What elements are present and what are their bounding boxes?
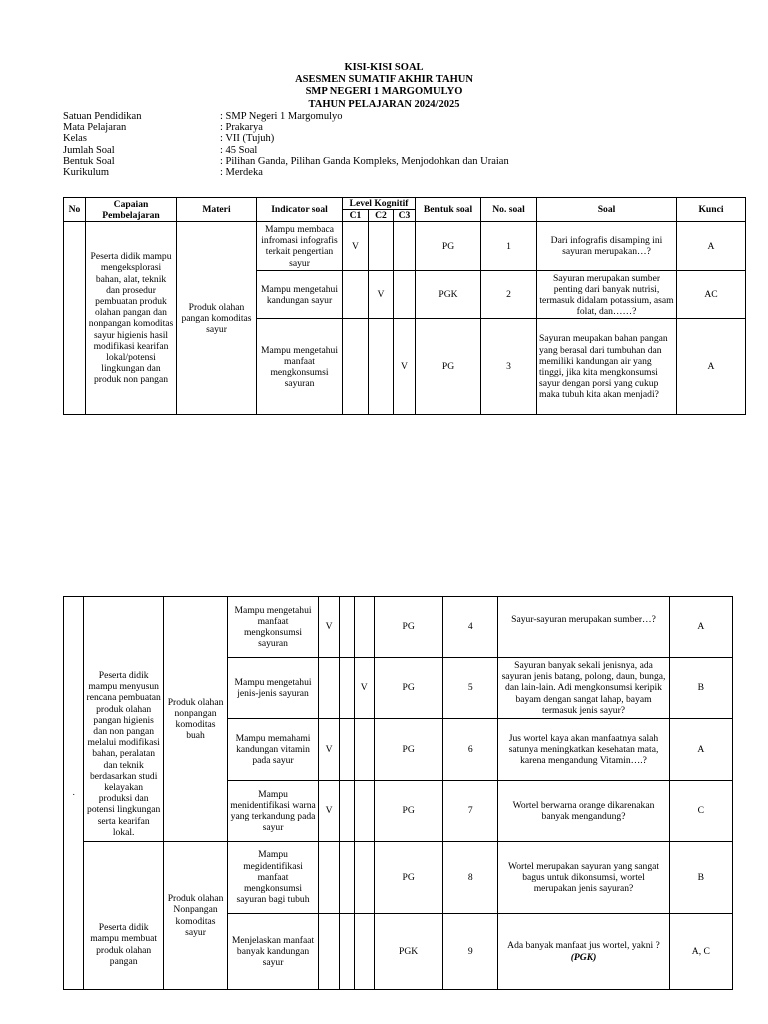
cell-materi: Produk olahan pangan komoditas sayur	[177, 222, 257, 415]
meta-label: Jumlah Soal	[63, 144, 115, 156]
cell-bentuk: PG	[374, 597, 442, 658]
cell-kunci: B	[669, 842, 732, 914]
cell-materi: Produk olahan Nonpangan komoditas sayur	[163, 842, 227, 990]
cell-kunci: A, C	[669, 914, 732, 990]
cell-c2	[369, 319, 394, 415]
cell-soal: Sayur-sayuran merupakan sumber…?	[498, 597, 669, 658]
cell-c1: V	[318, 597, 339, 658]
cell-nosoal: 9	[443, 914, 498, 990]
title-line-1: KISI-KISI SOAL	[344, 62, 424, 73]
cell-c1	[318, 658, 339, 719]
cell-kunci: AC	[677, 271, 746, 319]
cell-nosoal: 7	[443, 781, 498, 842]
header-indicator: Indicator soal	[257, 198, 343, 222]
cell-c3	[354, 914, 374, 990]
cell-soal: Wortel merupakan sayuran yang sangat bagus untuk dikonsumsi, wortel merupakan jenis sayuran?	[498, 842, 669, 914]
meta-value: : Pilihan Ganda, Pilihan Ganda Kompleks, Menjodohkan dan Uraian	[220, 155, 509, 167]
cell-indicator: Mampu membaca infromasi infografis terkait pengertian sayur	[257, 222, 343, 271]
header-soal: Soal	[537, 198, 677, 222]
cell-kunci: A	[677, 222, 746, 271]
cell-kunci: A	[677, 319, 746, 415]
cell-capaian: Peserta didik mampu mengeksplorasi bahan, alat, teknik dan prosedur pembuatan produk olahan pangan dan nonpangan komoditas sayur higienis hasil modifikasi kearifan lokal/potensi lingkungan dan produk non pangan	[86, 222, 177, 415]
cell-soal	[498, 914, 669, 990]
cell-soal: Jus wortel kaya akan manfaatnya salah satunya meningkatkan kesehatan mata, karena mengandung Vitamin….?	[498, 719, 669, 781]
cell-indicator: Mampu mengetahui manfaat mengkonsumsi sayuran	[257, 319, 343, 415]
soal-text: Ada banyak manfaat jus wortel, yakni ?	[507, 940, 660, 952]
header-c2: C2	[369, 210, 394, 222]
meta-label: Mata Pelajaran	[63, 122, 127, 134]
cell-bentuk: PG	[374, 719, 442, 781]
meta-label: Kelas	[63, 133, 87, 145]
cell-c2	[340, 914, 354, 990]
cell-nosoal: 4	[443, 597, 498, 658]
cell-bentuk: PG	[374, 781, 442, 842]
cell-c1	[318, 842, 339, 914]
cell-c1	[318, 914, 339, 990]
cell-nosoal: 3	[481, 319, 537, 415]
cell-c2	[340, 597, 354, 658]
cell-nosoal: 8	[443, 842, 498, 914]
header-no: No	[64, 198, 86, 222]
cell-kunci: A	[669, 719, 732, 781]
meta-row	[63, 145, 509, 156]
header-nosoal: No. soal	[481, 198, 537, 222]
cell-c3: V	[394, 319, 416, 415]
cell-c3	[394, 271, 416, 319]
cell-indicator: Mampu mengetahui jenis-jenis sayuran	[228, 658, 319, 719]
cell-indicator: Mampu megidentifikasi manfaat mengkonsumsi sayuran bagi tubuh	[228, 842, 319, 914]
cell-no: .	[64, 597, 84, 990]
meta-value: : SMP Negeri 1 Margomulyo	[220, 111, 343, 122]
cell-soal: Sayuran meupakan bahan pangan yang berasal dari tumbuhan dan memiliki kandungan air yang tinggi, jika kita mengkonsumsi sayur dengan porsi yang cukup maka tubuh kita akan menjadi?	[537, 319, 677, 415]
cell-nosoal: 1	[481, 222, 537, 271]
header-capaian: Capaian Pembelajaran	[86, 198, 177, 222]
meta-value: : Merdeka	[220, 167, 263, 179]
cell-bentuk: PGK	[374, 914, 442, 990]
meta-row	[63, 156, 509, 167]
cell-indicator: Mampu mengetahui kandungan sayur	[257, 271, 343, 319]
header-c3: C3	[394, 210, 416, 222]
cell-nosoal: 2	[481, 271, 537, 319]
cell-soal: Sayuran banyak sekali jenisnya, ada sayuran jenis batang, polong, daun, bunga, dan lain-lain. Adi mengkonsumsi keripik bayam dengan sangat lahap, bayam termasuk jenis sayur?	[498, 658, 669, 719]
cell-c2	[340, 842, 354, 914]
cell-no	[64, 222, 86, 415]
cell-indicator: Menjelaskan manfaat banyak kandungan sayur	[228, 914, 319, 990]
cell-c2	[340, 658, 354, 719]
cell-c3	[354, 597, 374, 658]
title-line-3: SMP NEGERI 1 MARGOMULYO	[305, 86, 463, 98]
document-metadata	[63, 111, 509, 178]
table-row	[64, 842, 733, 914]
cell-c2	[340, 719, 354, 781]
cell-bentuk: PG	[374, 842, 442, 914]
cell-c1	[343, 271, 369, 319]
cell-nosoal: 6	[443, 719, 498, 781]
cell-c2	[369, 222, 394, 271]
cell-c1: V	[318, 781, 339, 842]
meta-label: Kurikulum	[63, 167, 110, 179]
kisi-kisi-table-1	[63, 197, 746, 415]
cell-bentuk: PG	[416, 222, 481, 271]
cell-c3	[354, 781, 374, 842]
cell-c1: V	[343, 222, 369, 271]
header-c1: C1	[343, 210, 369, 222]
cell-soal: Sayuran merupakan sumber penting dari banyak nutrisi, termasuk didalam potassium, asam folat, dan……?	[537, 271, 677, 319]
cell-kunci: B	[669, 658, 732, 719]
table-row	[64, 597, 733, 658]
soal-type-tag: (PGK)	[570, 951, 597, 963]
cell-indicator: Mampu mengetahui manfaat mengkonsumsi sayuran	[228, 597, 319, 658]
meta-value: : VII (Tujuh)	[220, 133, 275, 145]
cell-materi: Produk olahan nonpangan komoditas buah	[163, 597, 227, 842]
cell-indicator: Mampu memahami kandungan vitamin pada sayur	[228, 719, 319, 781]
meta-row	[63, 133, 509, 144]
kisi-kisi-table-2	[63, 596, 733, 990]
cell-soal: Wortel berwarna orange dikarenakan banyak mengandung?	[498, 781, 669, 842]
cell-c1: V	[318, 719, 339, 781]
cell-c3: V	[354, 658, 374, 719]
cell-c2	[340, 781, 354, 842]
cell-c2: V	[369, 271, 394, 319]
cell-soal: Dari infografis disamping ini sayuran merupakan…?	[537, 222, 677, 271]
cell-capaian: Peserta didik mampu menyusun rencana pembuatan produk olahan pangan higienis dan non pangan melalui modifikasi bahan, peralatan dan teknik berdasarkan studi kelayakan produksi dan potensi lingkungan serta kearifan lokal.	[84, 597, 164, 842]
cell-bentuk: PG	[374, 658, 442, 719]
document-title	[0, 62, 768, 111]
header-materi: Materi	[177, 198, 257, 222]
cell-nosoal: 5	[443, 658, 498, 719]
meta-label: Bentuk Soal	[63, 155, 115, 167]
title-line-4: TAHUN PELAJARAN 2024/2025	[308, 98, 460, 110]
meta-row	[63, 122, 509, 133]
cell-kunci: A	[669, 597, 732, 658]
meta-row	[63, 111, 509, 122]
cell-c3	[354, 842, 374, 914]
table-row	[64, 222, 746, 271]
cell-c3	[394, 222, 416, 271]
header-level: Level Kognitif	[343, 198, 416, 210]
cell-bentuk: PG	[416, 319, 481, 415]
meta-row	[63, 167, 509, 178]
header-bentuk: Bentuk soal	[416, 198, 481, 222]
header-kunci: Kunci	[677, 198, 746, 222]
cell-capaian: Peserta didik mampu membuat produk olahan pangan	[84, 842, 164, 990]
meta-label: Satuan Pendidikan	[63, 111, 142, 122]
meta-value: : 45 Soal	[220, 144, 258, 156]
title-line-2: ASESMEN SUMATIF AKHIR TAHUN	[295, 74, 473, 86]
cell-c3	[354, 719, 374, 781]
cell-kunci: C	[669, 781, 732, 842]
cell-bentuk: PGK	[416, 271, 481, 319]
meta-value: : Prakarya	[220, 122, 263, 134]
cell-indicator: Mampu menidentifikasi warna yang terkandung pada sayur	[228, 781, 319, 842]
cell-c1	[343, 319, 369, 415]
